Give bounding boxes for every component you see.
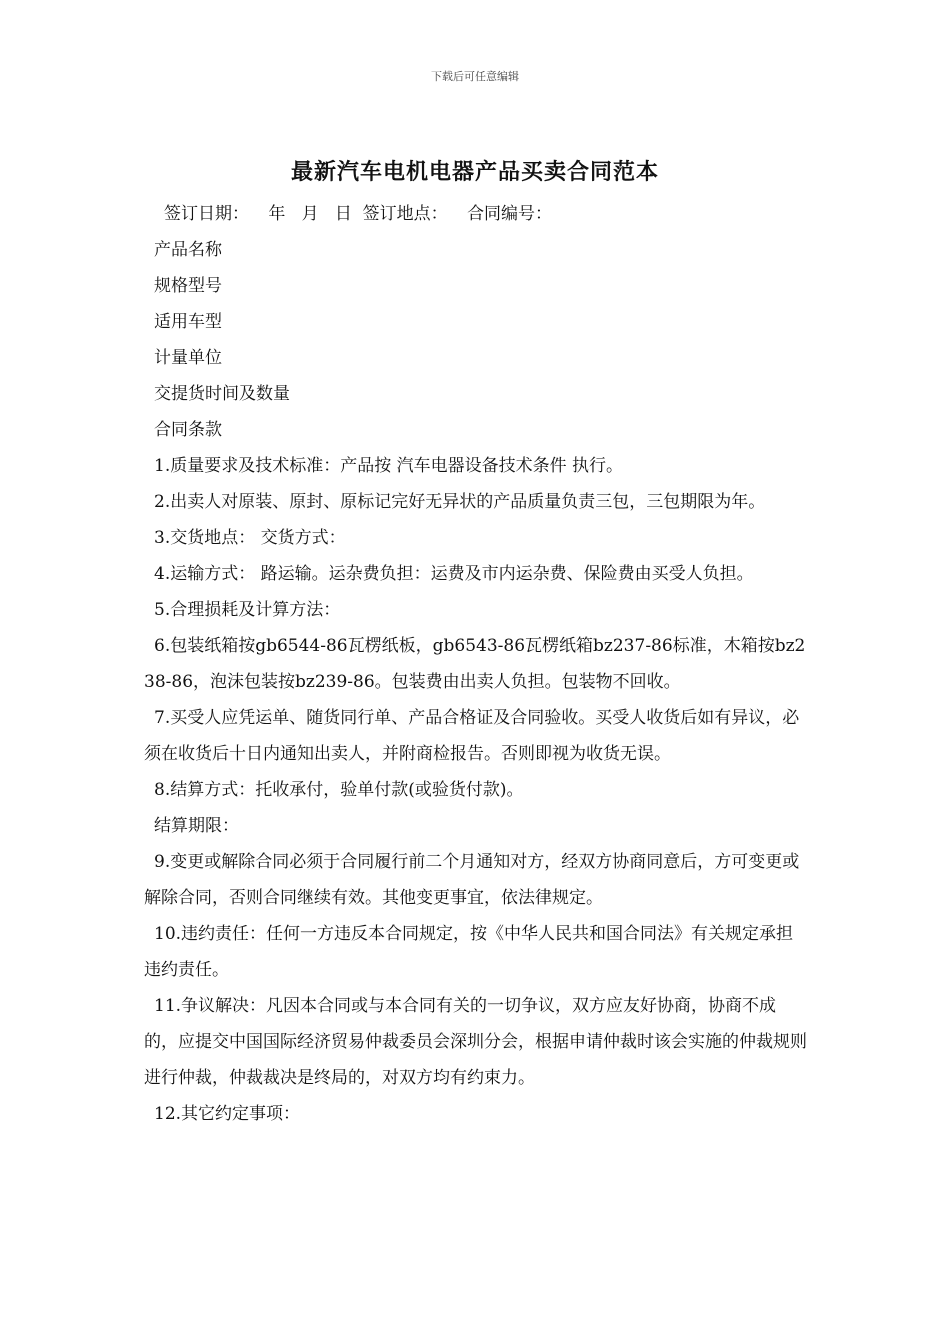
clause-9: 9.变更或解除合同必须于合同履行前二个月通知对方，经双方协商同意后，方可变更或解除合同，否则合同继续有效。其他变更事宜，依法律规定。 (144, 852, 800, 908)
unit-label: 计量单位 (154, 348, 222, 368)
spec-model-label: 规格型号 (154, 276, 222, 296)
field-unit (144, 340, 808, 376)
product-name-label: 产品名称 (154, 240, 222, 260)
year-label: 年 (268, 204, 286, 224)
field-applicable-model (144, 304, 808, 340)
clause-4: 4.运输方式： 路运输。运杂费负担：运费及市内运杂费、保险费由买受人负担。 (154, 564, 754, 584)
clause-10: 10.违约责任：任何一方违反本合同规定，按《中华人民共和国合同法》有关规定承担违约责任。 (144, 924, 794, 980)
clause-3: 3.交货地点： 交货方式： (154, 528, 346, 548)
contract-no-label: 合同编号： (467, 204, 553, 224)
contract-body (144, 196, 808, 1132)
clause-5: 5.合理损耗及计算方法： (154, 600, 341, 620)
field-product-name (144, 232, 808, 268)
signing-info-line (144, 196, 808, 232)
delivery-time-label: 交提货时间及数量 (154, 384, 290, 404)
field-delivery-time (144, 376, 808, 412)
sign-date-label: 签订日期： (164, 204, 249, 224)
clause-12: 12.其它约定事项： (154, 1104, 301, 1124)
clause-11: 11.争议解决：凡因本合同或与本合同有关的一切争议，双方应友好协商，协商不成的，应提交中国国际经济贸易仲裁委员会深圳分会，根据申请仲裁时该会实施的仲裁规则进行仲裁，仲裁裁决是终局的，对双方均有约束力。 (144, 996, 807, 1088)
month-label: 月 (301, 204, 319, 224)
clause-7: 7.买受人应凭运单、随货同行单、产品合格证及合同验收。买受人收货后如有异议，必须在收货后十日内通知出卖人，并附商检报告。否则即视为收货无误。 (144, 708, 800, 764)
clause-2: 2.出卖人对原装、原封、原标记完好无异状的产品质量负责三包，三包期限为年。 (154, 492, 766, 512)
clause-1: 1.质量要求及技术标准：产品按 汽车电器设备技术条件 执行。 (154, 456, 624, 476)
field-spec-model (144, 268, 808, 304)
sign-place-label: 签订地点： (362, 204, 448, 224)
document-title: 最新汽车电机电器产品买卖合同范本 (290, 160, 659, 185)
terms-heading (144, 412, 808, 448)
terms-heading-label: 合同条款 (154, 420, 222, 440)
day-label: 日 (334, 204, 352, 224)
clause-8-settlement-period: 结算期限： (154, 816, 239, 836)
header-note: 下载后可任意编辑 (431, 70, 519, 83)
applicable-model-label: 适用车型 (154, 312, 222, 332)
clause-8: 8.结算方式：托收承付，验单付款(或验货付款)。 (154, 780, 524, 800)
clause-6: 6.包装纸箱按gb6544-86瓦楞纸板，gb6543-86瓦楞纸箱bz237-86标准，木箱按bz238-86，泡沫包装按bz239-86。包装费由出卖人负担。包装物不回收。 (144, 636, 806, 692)
